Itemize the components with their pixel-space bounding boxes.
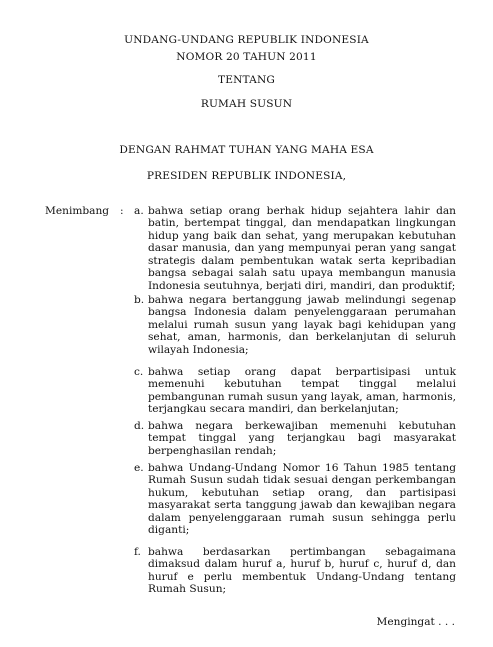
clause-letter: f. — [134, 546, 141, 558]
clause-text: bahwa setiap orang berhak hidup sejahtera lahir dan batin, bertempat tinggal, dan mendapatkan lingkungan hidup yang baik dan sehat, yang merupakan kebutuhan dasar manusia, dan yang mempunyai peran yang sangat strategis dalam pembentukan watak serta kepribadian bangsa sebagai salah satu upaya membangun manusia Indonesia seutuhnya, berjati diri, mandiri, dan produktif; — [148, 205, 456, 292]
clause-text: bahwa negara berkewajiban memenuhi kebutuhan tempat tinggal yang terjangkau bagi masyarakat berpenghasilan rendah; — [148, 420, 456, 457]
considering-colon: : — [120, 205, 124, 217]
clause-letter: a. — [134, 205, 144, 217]
law-title: UNDANG-UNDANG REPUBLIK INDONESIA — [124, 34, 369, 46]
subject-heading: RUMAH SUSUN — [200, 98, 293, 110]
clause-letter: c. — [134, 366, 144, 378]
clause-text: bahwa Undang-Undang Nomor 16 Tahun 1985 tentang Rumah Susun sudah tidak sesuai dengan perkembangan hukum, kebutuhan setiap orang, dan partisipasi masyarakat serta tanggung jawab dan kewajiban negara dalam penyelenggaraan rumah susun sehingga perlu diganti; — [148, 462, 456, 537]
law-number: NOMOR 20 TAHUN 2011 — [176, 51, 317, 63]
clause-a — [134, 205, 456, 292]
clause-b — [134, 294, 456, 356]
preamble-line: DENGAN RAHMAT TUHAN YANG MAHA ESA — [119, 144, 374, 156]
clause-letter: b. — [134, 294, 145, 306]
president-line: PRESIDEN REPUBLIK INDONESIA, — [146, 170, 347, 182]
about-heading: TENTANG — [218, 74, 275, 86]
next-page-marker: Mengingat . . . — [376, 616, 455, 628]
considering-label: Menimbang — [45, 205, 110, 217]
clause-letter: e. — [134, 462, 144, 474]
clause-text: bahwa berdasarkan pertimbangan sebagaimana dimaksud dalam huruf a, huruf b, huruf c, huruf d, dan huruf e perlu membentuk Undang-Undang tentang Rumah Susun; — [148, 546, 456, 596]
clause-f — [134, 546, 456, 596]
clause-e — [134, 462, 456, 537]
clause-letter: d. — [134, 420, 145, 432]
clause-c — [134, 366, 456, 416]
clause-text: bahwa setiap orang dapat berpartisipasi untuk memenuhi kebutuhan tempat tinggal melalui pembangunan rumah susun yang layak, aman, harmonis, terjangkau secara mandiri, dan berkelanjutan; — [148, 366, 456, 416]
clause-text: bahwa negara bertanggung jawab melindungi segenap bangsa Indonesia dalam penyelenggaraan perumahan melalui rumah susun yang layak bagi kehidupan yang sehat, aman, harmonis, dan berkelanjutan di seluruh wilayah Indonesia; — [148, 294, 456, 356]
clause-d — [134, 420, 456, 457]
